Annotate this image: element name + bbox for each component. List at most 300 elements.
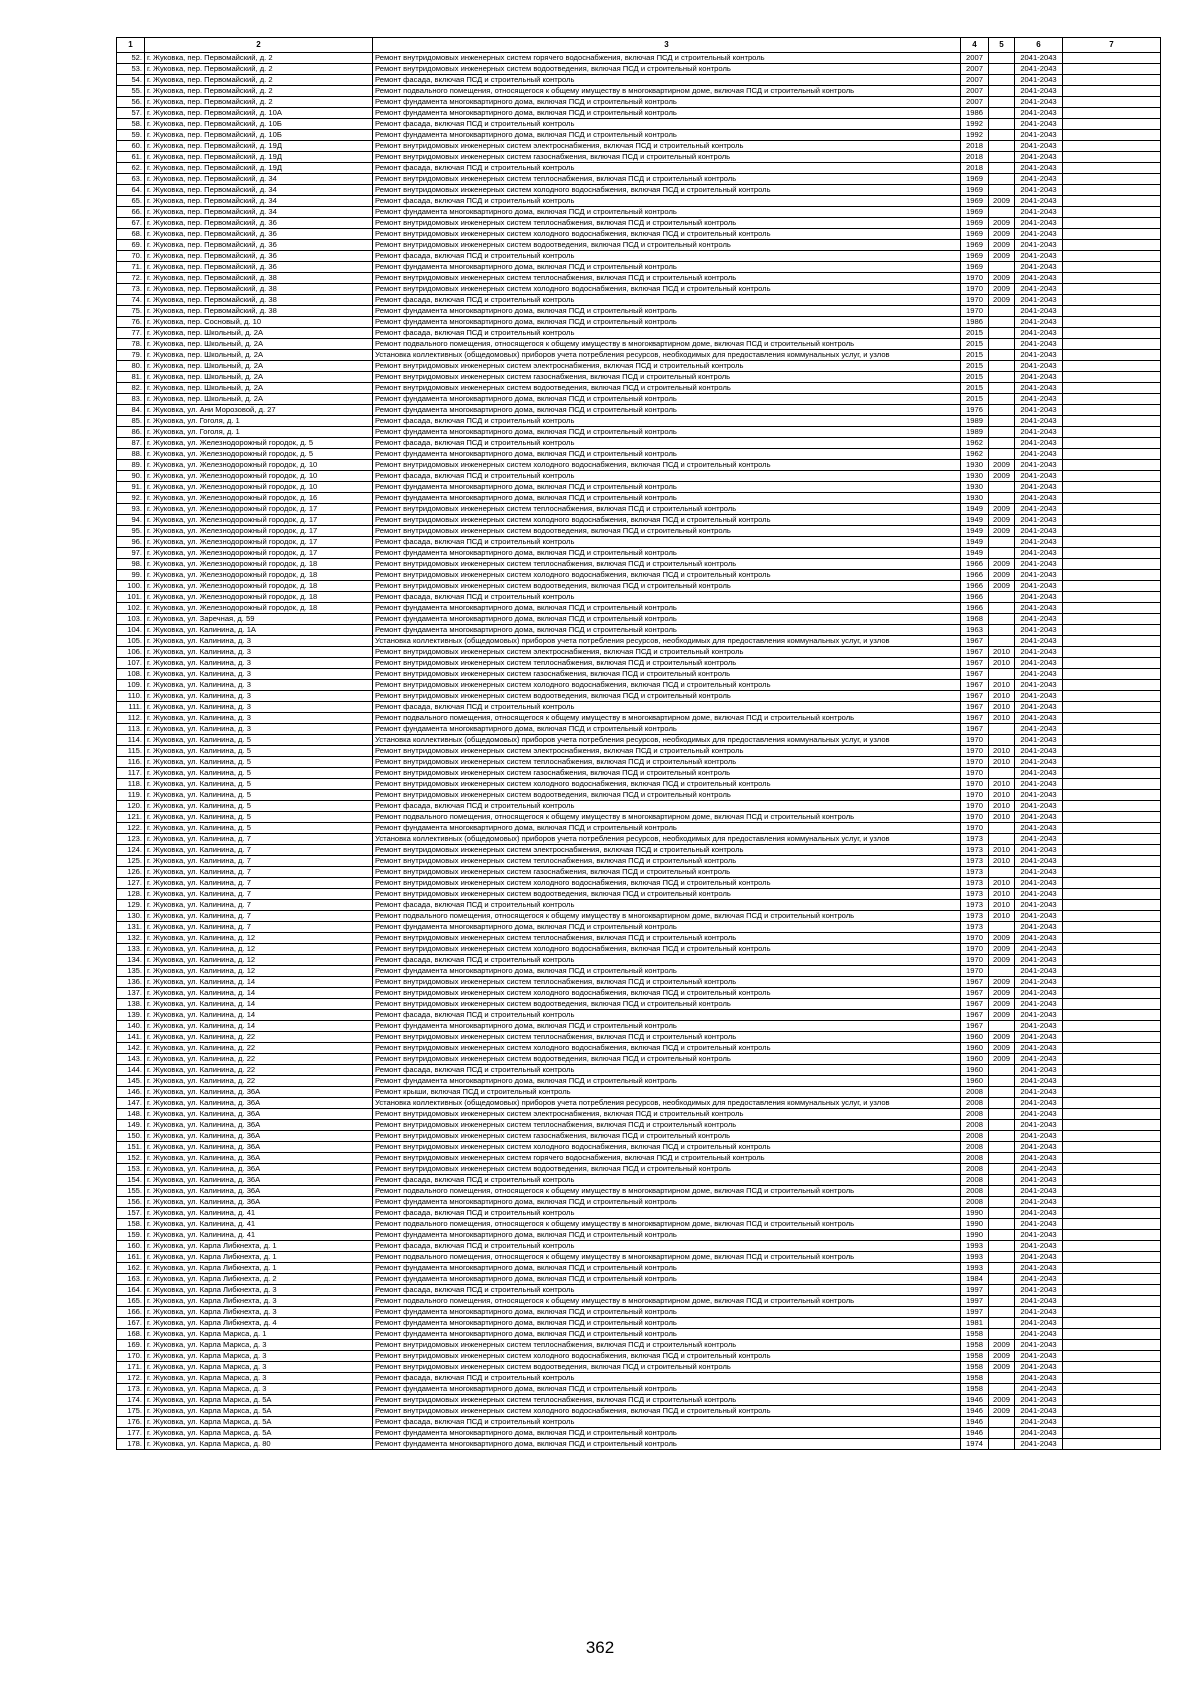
table-row [117, 1417, 1161, 1428]
last-repair-year-cell [989, 1263, 1015, 1274]
work-type-cell: Ремонт фасада, включая ПСД и строительный контроль [373, 328, 961, 339]
year-built-cell: 1970 [961, 790, 989, 801]
work-type-cell: Ремонт фундамента многоквартирного дома, включая ПСД и строительный контроль [373, 625, 961, 636]
address-cell: г. Жуковка, ул. Калинина, д. 14 [145, 1010, 373, 1021]
note-cell [1063, 1120, 1161, 1131]
note-cell [1063, 317, 1161, 328]
row-number-cell: 87. [117, 438, 145, 449]
planned-period-cell: 2041-2043 [1015, 757, 1063, 768]
address-cell: г. Жуковка, ул. Калинина, д. 36А [145, 1142, 373, 1153]
note-cell [1063, 515, 1161, 526]
address-cell: г. Жуковка, пер. Первомайский, д. 36 [145, 218, 373, 229]
table-row [117, 284, 1161, 295]
year-built-cell: 1962 [961, 449, 989, 460]
table-row [117, 328, 1161, 339]
year-built-cell: 1973 [961, 867, 989, 878]
table-row [117, 944, 1161, 955]
address-cell: г. Жуковка, ул. Железнодорожный городок, д. 5 [145, 449, 373, 460]
address-cell: г. Жуковка, ул. Калинина, д. 5 [145, 812, 373, 823]
planned-period-cell: 2041-2043 [1015, 823, 1063, 834]
year-built-cell: 1969 [961, 262, 989, 273]
planned-period-cell: 2041-2043 [1015, 482, 1063, 493]
table-row [117, 845, 1161, 856]
year-built-cell: 1993 [961, 1252, 989, 1263]
work-type-cell: Ремонт фундамента многоквартирного дома, включая ПСД и строительный контроль [373, 427, 961, 438]
address-cell: г. Жуковка, ул. Калинина, д. 7 [145, 878, 373, 889]
year-built-cell: 1930 [961, 482, 989, 493]
table-row [117, 724, 1161, 735]
work-type-cell: Ремонт фундамента многоквартирного дома, включая ПСД и строительный контроль [373, 97, 961, 108]
year-built-cell: 1930 [961, 471, 989, 482]
work-type-cell: Ремонт фундамента многоквартирного дома, включая ПСД и строительный контроль [373, 394, 961, 405]
work-type-cell: Ремонт внутридомовых инженерных систем холодного водоснабжения, включая ПСД и строительный контроль [373, 779, 961, 790]
work-type-cell: Ремонт фундамента многоквартирного дома, включая ПСД и строительный контроль [373, 1318, 961, 1329]
year-built-cell: 1946 [961, 1417, 989, 1428]
planned-period-cell: 2041-2043 [1015, 1186, 1063, 1197]
row-number-cell: 141. [117, 1032, 145, 1043]
row-number-cell: 166. [117, 1307, 145, 1318]
last-repair-year-cell: 2009 [989, 284, 1015, 295]
table-row [117, 229, 1161, 240]
planned-period-cell: 2041-2043 [1015, 581, 1063, 592]
year-built-cell: 2007 [961, 64, 989, 75]
address-cell: г. Жуковка, ул. Калинина, д. 7 [145, 911, 373, 922]
planned-period-cell: 2041-2043 [1015, 548, 1063, 559]
note-cell [1063, 999, 1161, 1010]
work-type-cell: Ремонт внутридомовых инженерных систем холодного водоснабжения, включая ПСД и строительный контроль [373, 1406, 961, 1417]
row-number-cell: 164. [117, 1285, 145, 1296]
table-row [117, 713, 1161, 724]
note-cell [1063, 306, 1161, 317]
row-number-cell: 53. [117, 64, 145, 75]
row-number-cell: 132. [117, 933, 145, 944]
address-cell: г. Жуковка, ул. Карла Либкнехта, д. 1 [145, 1252, 373, 1263]
table-row [117, 1252, 1161, 1263]
row-number-cell: 60. [117, 141, 145, 152]
column-header-1: 1 [117, 38, 145, 53]
note-cell [1063, 867, 1161, 878]
year-built-cell: 1949 [961, 526, 989, 537]
last-repair-year-cell [989, 537, 1015, 548]
work-type-cell: Ремонт фасада, включая ПСД и строительный контроль [373, 196, 961, 207]
row-number-cell: 169. [117, 1340, 145, 1351]
address-cell: г. Жуковка, ул. Карла Либкнехта, д. 3 [145, 1307, 373, 1318]
table-row [117, 911, 1161, 922]
last-repair-year-cell [989, 823, 1015, 834]
last-repair-year-cell [989, 1175, 1015, 1186]
note-cell [1063, 460, 1161, 471]
planned-period-cell: 2041-2043 [1015, 1351, 1063, 1362]
work-type-cell: Ремонт фундамента многоквартирного дома, включая ПСД и строительный контроль [373, 405, 961, 416]
last-repair-year-cell [989, 75, 1015, 86]
year-built-cell: 1969 [961, 229, 989, 240]
last-repair-year-cell [989, 1208, 1015, 1219]
note-cell [1063, 790, 1161, 801]
work-type-cell: Ремонт внутридомовых инженерных систем водоотведения, включая ПСД и строительный контроль [373, 1362, 961, 1373]
work-type-cell: Ремонт фасада, включая ПСД и строительный контроль [373, 251, 961, 262]
row-number-cell: 175. [117, 1406, 145, 1417]
row-number-cell: 117. [117, 768, 145, 779]
year-built-cell: 1970 [961, 284, 989, 295]
year-built-cell: 2008 [961, 1186, 989, 1197]
note-cell [1063, 746, 1161, 757]
note-cell [1063, 119, 1161, 130]
year-built-cell: 2007 [961, 97, 989, 108]
planned-period-cell: 2041-2043 [1015, 911, 1063, 922]
address-cell: г. Жуковка, ул. Калинина, д. 36А [145, 1164, 373, 1175]
table-row [117, 537, 1161, 548]
last-repair-year-cell [989, 97, 1015, 108]
note-cell [1063, 1208, 1161, 1219]
planned-period-cell: 2041-2043 [1015, 768, 1063, 779]
address-cell: г. Жуковка, пер. Первомайский, д. 2 [145, 64, 373, 75]
note-cell [1063, 1065, 1161, 1076]
year-built-cell: 1970 [961, 306, 989, 317]
address-cell: г. Жуковка, ул. Калинина, д. 14 [145, 999, 373, 1010]
address-cell: г. Жуковка, ул. Железнодорожный городок, д. 17 [145, 504, 373, 515]
address-cell: г. Жуковка, ул. Карла Либкнехта, д. 1 [145, 1241, 373, 1252]
last-repair-year-cell [989, 1076, 1015, 1087]
planned-period-cell: 2041-2043 [1015, 339, 1063, 350]
work-type-cell: Ремонт фундамента многоквартирного дома, включая ПСД и строительный контроль [373, 614, 961, 625]
last-repair-year-cell [989, 1428, 1015, 1439]
table-row [117, 152, 1161, 163]
table-row [117, 460, 1161, 471]
work-type-cell: Ремонт внутридомовых инженерных систем теплоснабжения, включая ПСД и строительный контроль [373, 977, 961, 988]
work-type-cell: Ремонт фасада, включая ПСД и строительный контроль [373, 1285, 961, 1296]
planned-period-cell: 2041-2043 [1015, 1307, 1063, 1318]
last-repair-year-cell [989, 152, 1015, 163]
last-repair-year-cell: 2010 [989, 647, 1015, 658]
note-cell [1063, 1010, 1161, 1021]
table-row [117, 1296, 1161, 1307]
address-cell: г. Жуковка, ул. Железнодорожный городок, д. 18 [145, 570, 373, 581]
row-number-cell: 125. [117, 856, 145, 867]
last-repair-year-cell: 2009 [989, 273, 1015, 284]
year-built-cell: 1973 [961, 834, 989, 845]
table-row [117, 449, 1161, 460]
year-built-cell: 1970 [961, 812, 989, 823]
row-number-cell: 122. [117, 823, 145, 834]
planned-period-cell: 2041-2043 [1015, 273, 1063, 284]
year-built-cell: 2008 [961, 1131, 989, 1142]
table-row [117, 680, 1161, 691]
work-type-cell: Ремонт фасада, включая ПСД и строительный контроль [373, 801, 961, 812]
address-cell: г. Жуковка, ул. Калинина, д. 22 [145, 1065, 373, 1076]
address-cell: г. Жуковка, пер. Первомайский, д. 19Д [145, 141, 373, 152]
address-cell: г. Жуковка, ул. Карла Либкнехта, д. 2 [145, 1274, 373, 1285]
year-built-cell: 1970 [961, 801, 989, 812]
note-cell [1063, 1164, 1161, 1175]
work-type-cell: Ремонт внутридомовых инженерных систем водоотведения, включая ПСД и строительный контроль [373, 790, 961, 801]
address-cell: г. Жуковка, ул. Железнодорожный городок, д. 18 [145, 592, 373, 603]
last-repair-year-cell [989, 350, 1015, 361]
address-cell: г. Жуковка, пер. Первомайский, д. 36 [145, 262, 373, 273]
row-number-cell: 84. [117, 405, 145, 416]
year-built-cell: 1967 [961, 977, 989, 988]
address-cell: г. Жуковка, ул. Калинина, д. 14 [145, 988, 373, 999]
note-cell [1063, 768, 1161, 779]
table-row [117, 636, 1161, 647]
work-type-cell: Ремонт внутридомовых инженерных систем теплоснабжения, включая ПСД и строительный контроль [373, 504, 961, 515]
row-number-cell: 71. [117, 262, 145, 273]
year-built-cell: 2008 [961, 1197, 989, 1208]
work-type-cell: Ремонт фасада, включая ПСД и строительный контроль [373, 119, 961, 130]
table-row [117, 1142, 1161, 1153]
row-number-cell: 56. [117, 97, 145, 108]
row-number-cell: 142. [117, 1043, 145, 1054]
planned-period-cell: 2041-2043 [1015, 493, 1063, 504]
table-row [117, 702, 1161, 713]
note-cell [1063, 922, 1161, 933]
note-cell [1063, 1384, 1161, 1395]
work-type-cell: Ремонт внутридомовых инженерных систем холодного водоснабжения, включая ПСД и строительный контроль [373, 460, 961, 471]
note-cell [1063, 735, 1161, 746]
planned-period-cell: 2041-2043 [1015, 1131, 1063, 1142]
table-row [117, 273, 1161, 284]
table-row [117, 119, 1161, 130]
planned-period-cell: 2041-2043 [1015, 1054, 1063, 1065]
last-repair-year-cell [989, 306, 1015, 317]
planned-period-cell: 2041-2043 [1015, 724, 1063, 735]
row-number-cell: 110. [117, 691, 145, 702]
row-number-cell: 55. [117, 86, 145, 97]
last-repair-year-cell [989, 1274, 1015, 1285]
note-cell [1063, 911, 1161, 922]
table-row [117, 1076, 1161, 1087]
work-type-cell: Ремонт подвального помещения, относящегося к общему имуществу в многоквартирном доме, включая ПСД и строительный контроль [373, 911, 961, 922]
last-repair-year-cell [989, 1164, 1015, 1175]
year-built-cell: 2007 [961, 75, 989, 86]
year-built-cell: 1992 [961, 119, 989, 130]
work-type-cell: Ремонт фасада, включая ПСД и строительный контроль [373, 438, 961, 449]
address-cell: г. Жуковка, ул. Железнодорожный городок, д. 17 [145, 526, 373, 537]
row-number-cell: 178. [117, 1439, 145, 1450]
year-built-cell: 2015 [961, 361, 989, 372]
row-number-cell: 126. [117, 867, 145, 878]
work-type-cell: Ремонт внутридомовых инженерных систем горячего водоснабжения, включая ПСД и строительный контроль [373, 53, 961, 64]
table-row [117, 53, 1161, 64]
address-cell: г. Жуковка, ул. Гоголя, д. 1 [145, 427, 373, 438]
row-number-cell: 75. [117, 306, 145, 317]
year-built-cell: 1993 [961, 1263, 989, 1274]
row-number-cell: 113. [117, 724, 145, 735]
work-type-cell: Ремонт фундамента многоквартирного дома, включая ПСД и строительный контроль [373, 1439, 961, 1450]
work-type-cell: Ремонт внутридомовых инженерных систем холодного водоснабжения, включая ПСД и строительный контроль [373, 570, 961, 581]
row-number-cell: 109. [117, 680, 145, 691]
year-built-cell: 2007 [961, 86, 989, 97]
year-built-cell: 1970 [961, 944, 989, 955]
table-row [117, 1285, 1161, 1296]
row-number-cell: 171. [117, 1362, 145, 1373]
row-number-cell: 112. [117, 713, 145, 724]
table-row [117, 1032, 1161, 1043]
work-type-cell: Ремонт внутридомовых инженерных систем электроснабжения, включая ПСД и строительный контроль [373, 647, 961, 658]
note-cell [1063, 658, 1161, 669]
row-number-cell: 106. [117, 647, 145, 658]
work-type-cell: Ремонт внутридомовых инженерных систем газоснабжения, включая ПСД и строительный контроль [373, 152, 961, 163]
address-cell: г. Жуковка, ул. Калинина, д. 3 [145, 702, 373, 713]
note-cell [1063, 130, 1161, 141]
table-row [117, 141, 1161, 152]
row-number-cell: 102. [117, 603, 145, 614]
row-number-cell: 52. [117, 53, 145, 64]
work-type-cell: Ремонт внутридомовых инженерных систем теплоснабжения, включая ПСД и строительный контроль [373, 273, 961, 284]
work-type-cell: Ремонт внутридомовых инженерных систем водоотведения, включая ПСД и строительный контроль [373, 64, 961, 75]
row-number-cell: 130. [117, 911, 145, 922]
last-repair-year-cell [989, 482, 1015, 493]
planned-period-cell: 2041-2043 [1015, 207, 1063, 218]
note-cell [1063, 405, 1161, 416]
work-type-cell: Ремонт внутридомовых инженерных систем водоотведения, включая ПСД и строительный контроль [373, 889, 961, 900]
note-cell [1063, 592, 1161, 603]
work-type-cell: Ремонт внутридомовых инженерных систем холодного водоснабжения, включая ПСД и строительный контроль [373, 878, 961, 889]
year-built-cell: 1970 [961, 779, 989, 790]
year-built-cell: 1949 [961, 537, 989, 548]
last-repair-year-cell [989, 1252, 1015, 1263]
work-type-cell: Ремонт фундамента многоквартирного дома, включая ПСД и строительный контроль [373, 1076, 961, 1087]
table-row [117, 691, 1161, 702]
planned-period-cell: 2041-2043 [1015, 1032, 1063, 1043]
year-built-cell: 1967 [961, 713, 989, 724]
address-cell: г. Жуковка, ул. Калинина, д. 12 [145, 955, 373, 966]
planned-period-cell: 2041-2043 [1015, 779, 1063, 790]
planned-period-cell: 2041-2043 [1015, 240, 1063, 251]
table-row [117, 1307, 1161, 1318]
row-number-cell: 69. [117, 240, 145, 251]
planned-period-cell: 2041-2043 [1015, 845, 1063, 856]
last-repair-year-cell [989, 1065, 1015, 1076]
work-type-cell: Ремонт фасада, включая ПСД и строительный контроль [373, 1241, 961, 1252]
work-type-cell: Ремонт фасада, включая ПСД и строительный контроль [373, 1417, 961, 1428]
table-row [117, 757, 1161, 768]
note-cell [1063, 1362, 1161, 1373]
note-cell [1063, 966, 1161, 977]
table-row [117, 790, 1161, 801]
year-built-cell: 1970 [961, 757, 989, 768]
planned-period-cell: 2041-2043 [1015, 801, 1063, 812]
row-number-cell: 80. [117, 361, 145, 372]
table-row [117, 163, 1161, 174]
note-cell [1063, 53, 1161, 64]
table-row [117, 922, 1161, 933]
row-number-cell: 129. [117, 900, 145, 911]
address-cell: г. Жуковка, ул. Калинина, д. 22 [145, 1076, 373, 1087]
year-built-cell: 1946 [961, 1406, 989, 1417]
note-cell [1063, 625, 1161, 636]
note-cell [1063, 1032, 1161, 1043]
planned-period-cell: 2041-2043 [1015, 900, 1063, 911]
work-type-cell: Ремонт внутридомовых инженерных систем холодного водоснабжения, включая ПСД и строительный контроль [373, 988, 961, 999]
year-built-cell: 1973 [961, 856, 989, 867]
address-cell: г. Жуковка, ул. Калинина, д. 5 [145, 801, 373, 812]
address-cell: г. Жуковка, ул. Железнодорожный городок, д. 18 [145, 603, 373, 614]
note-cell [1063, 603, 1161, 614]
year-built-cell: 2015 [961, 383, 989, 394]
work-type-cell: Ремонт внутридомовых инженерных систем теплоснабжения, включая ПСД и строительный контроль [373, 856, 961, 867]
work-type-cell: Ремонт фундамента многоквартирного дома, включая ПСД и строительный контроль [373, 1230, 961, 1241]
year-built-cell: 1990 [961, 1208, 989, 1219]
work-type-cell: Ремонт внутридомовых инженерных систем холодного водоснабжения, включая ПСД и строительный контроль [373, 515, 961, 526]
last-repair-year-cell: 2009 [989, 581, 1015, 592]
row-number-cell: 165. [117, 1296, 145, 1307]
table-row [117, 350, 1161, 361]
year-built-cell: 1969 [961, 251, 989, 262]
work-type-cell: Ремонт внутридомовых инженерных систем теплоснабжения, включая ПСД и строительный контроль [373, 174, 961, 185]
planned-period-cell: 2041-2043 [1015, 130, 1063, 141]
table-row [117, 1263, 1161, 1274]
work-type-cell: Ремонт внутридомовых инженерных систем электроснабжения, включая ПСД и строительный контроль [373, 141, 961, 152]
planned-period-cell: 2041-2043 [1015, 933, 1063, 944]
address-cell: г. Жуковка, ул. Железнодорожный городок, д. 17 [145, 515, 373, 526]
year-built-cell: 1990 [961, 1219, 989, 1230]
work-type-cell: Ремонт фундамента многоквартирного дома, включая ПСД и строительный контроль [373, 317, 961, 328]
last-repair-year-cell [989, 163, 1015, 174]
work-type-cell: Ремонт фундамента многоквартирного дома, включая ПСД и строительный контроль [373, 1021, 961, 1032]
table-row [117, 1318, 1161, 1329]
row-number-cell: 107. [117, 658, 145, 669]
address-cell: г. Жуковка, ул. Карла Либкнехта, д. 1 [145, 1263, 373, 1274]
note-cell [1063, 581, 1161, 592]
planned-period-cell: 2041-2043 [1015, 196, 1063, 207]
column-header-2: 2 [145, 38, 373, 53]
table-row [117, 339, 1161, 350]
address-cell: г. Жуковка, пер. Первомайский, д. 2 [145, 53, 373, 64]
work-type-cell: Ремонт подвального помещения, относящегося к общему имуществу в многоквартирном доме, включая ПСД и строительный контроль [373, 1219, 961, 1230]
work-type-cell: Ремонт внутридомовых инженерных систем холодного водоснабжения, включая ПСД и строительный контроль [373, 680, 961, 691]
row-number-cell: 140. [117, 1021, 145, 1032]
work-type-cell: Ремонт внутридомовых инженерных систем теплоснабжения, включая ПСД и строительный контроль [373, 559, 961, 570]
last-repair-year-cell [989, 1219, 1015, 1230]
last-repair-year-cell: 2010 [989, 911, 1015, 922]
work-type-cell: Ремонт внутридомовых инженерных систем холодного водоснабжения, включая ПСД и строительный контроль [373, 944, 961, 955]
year-built-cell: 1967 [961, 647, 989, 658]
last-repair-year-cell [989, 64, 1015, 75]
note-cell [1063, 1252, 1161, 1263]
last-repair-year-cell [989, 119, 1015, 130]
address-cell: г. Жуковка, ул. Калинина, д. 7 [145, 867, 373, 878]
year-built-cell: 1967 [961, 1010, 989, 1021]
last-repair-year-cell [989, 867, 1015, 878]
last-repair-year-cell [989, 449, 1015, 460]
work-type-cell: Ремонт подвального помещения, относящегося к общему имуществу в многоквартирном доме, включая ПСД и строительный контроль [373, 339, 961, 350]
last-repair-year-cell [989, 108, 1015, 119]
year-built-cell: 1966 [961, 603, 989, 614]
table-row [117, 383, 1161, 394]
row-number-cell: 127. [117, 878, 145, 889]
row-number-cell: 119. [117, 790, 145, 801]
last-repair-year-cell: 2010 [989, 812, 1015, 823]
work-type-cell: Ремонт внутридомовых инженерных систем водоотведения, включая ПСД и строительный контроль [373, 999, 961, 1010]
planned-period-cell: 2041-2043 [1015, 955, 1063, 966]
row-number-cell: 74. [117, 295, 145, 306]
work-type-cell: Ремонт фасада, включая ПСД и строительный контроль [373, 900, 961, 911]
row-number-cell: 151. [117, 1142, 145, 1153]
year-built-cell: 2015 [961, 394, 989, 405]
year-built-cell: 2018 [961, 152, 989, 163]
row-number-cell: 149. [117, 1120, 145, 1131]
work-type-cell: Ремонт внутридомовых инженерных систем водоотведения, включая ПСД и строительный контроль [373, 383, 961, 394]
row-number-cell: 177. [117, 1428, 145, 1439]
work-type-cell: Ремонт внутридомовых инженерных систем электроснабжения, включая ПСД и строительный контроль [373, 845, 961, 856]
planned-period-cell: 2041-2043 [1015, 570, 1063, 581]
row-number-cell: 83. [117, 394, 145, 405]
last-repair-year-cell [989, 1109, 1015, 1120]
table-row [117, 1021, 1161, 1032]
table-row [117, 592, 1161, 603]
address-cell: г. Жуковка, пер. Школьный, д. 2А [145, 350, 373, 361]
year-built-cell: 1989 [961, 427, 989, 438]
